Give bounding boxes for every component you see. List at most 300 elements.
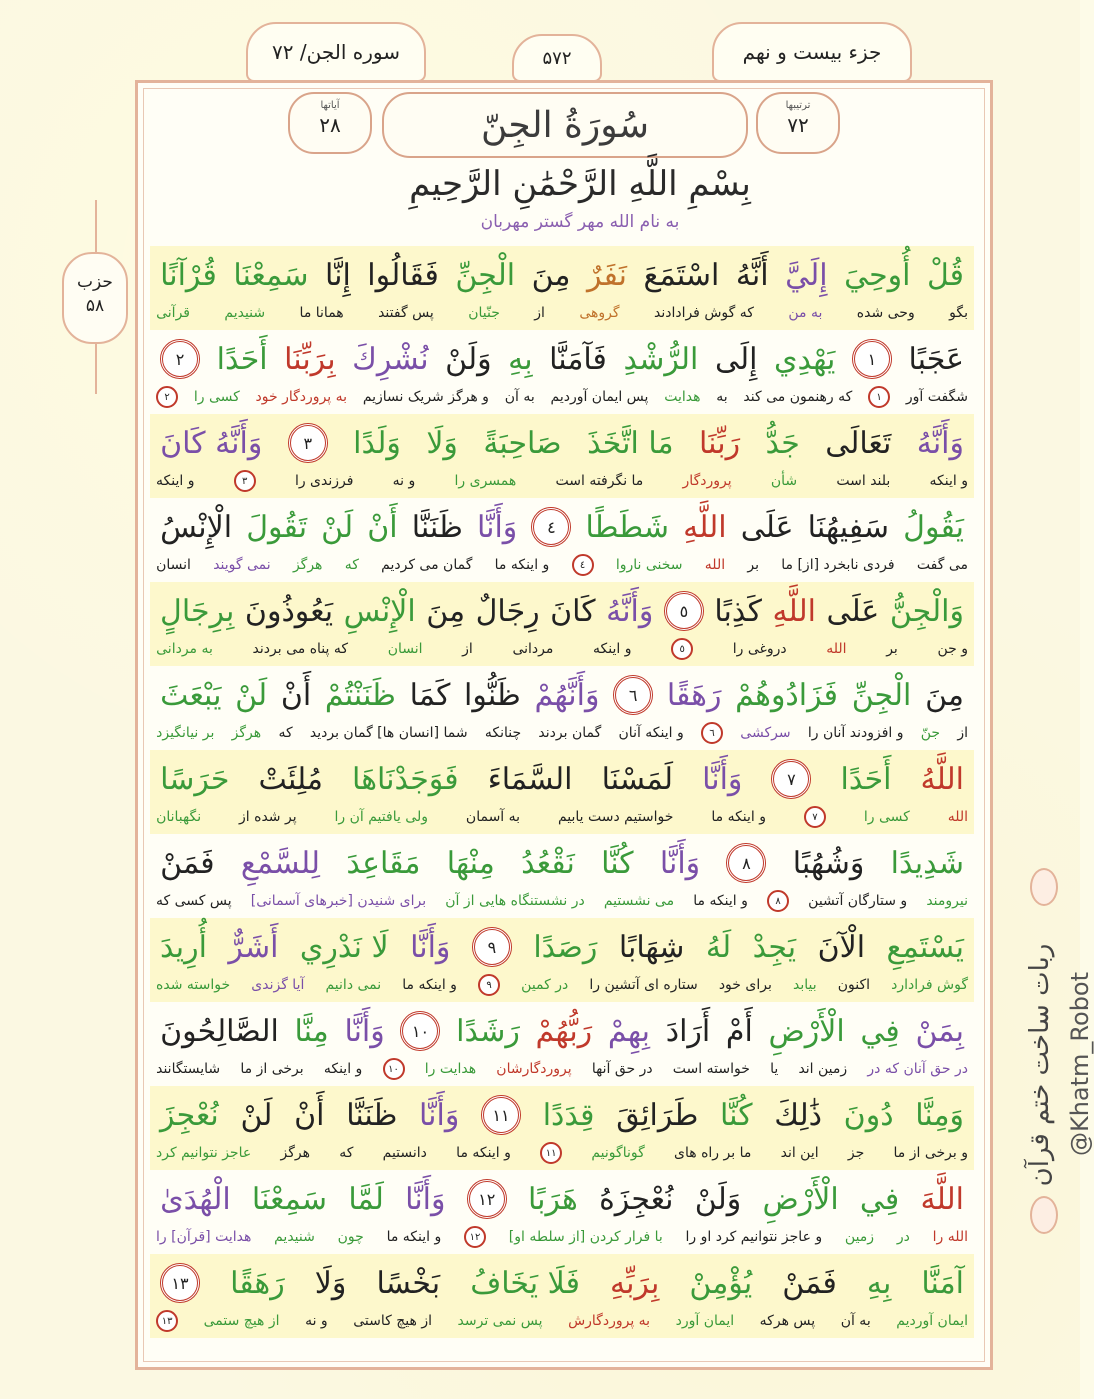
translation-word: که پناه می بردند [252,641,349,657]
arabic-word: بِرَبِّنَا [284,341,336,377]
translation-word: پر شده از [239,809,297,825]
translation-word: و افزودند آنان را [807,725,904,741]
ayah-number-marker: ١٣ [160,1263,200,1303]
translation-word: به مردانی [156,641,213,657]
translation-line [150,1224,974,1250]
translation-word: الله [826,641,847,657]
arabic-word: نَقْعُدُ [521,845,575,881]
translation-word: می گفت [916,557,968,573]
arabic-word: فَزَادُوهُمْ [735,677,839,713]
translation-word: به من [788,305,823,321]
translation-word: ستاره ای آتشین را [589,977,698,993]
ayah-number-marker: ٦ [613,675,653,715]
hizb-line-bottom [95,344,97,394]
translation-word: همسری را [454,473,517,489]
translation-line [150,1056,974,1082]
arabic-word: وَالْجِنُّ [889,593,964,629]
translation-word: کسی را [863,809,910,825]
arabic-word: تَعَالَى [825,425,892,461]
translation-word: انسان [156,557,191,573]
arabic-word: وَأَنَّهُ [606,593,654,629]
arabic-word: جَدُّ [765,425,800,461]
ayah-number-marker: ٧ [804,806,826,828]
ayah-number-marker: ٩ [472,927,512,967]
arabic-word: أَحَدًا [840,761,892,797]
translation-word: و اینکه آنان [618,725,684,741]
arabic-word: وَأَنَّا [419,1097,460,1133]
translation-word: دانستیم [382,1145,427,1161]
translation-word: ما بر راه های [674,1145,752,1161]
translation-word: نگهبانان [156,809,202,825]
translation-word: به آسمان [465,809,521,825]
arabic-word: بِهِمْ [607,1013,651,1049]
arabic-word: اللَّهُ [920,761,964,797]
translation-line [150,636,974,662]
arabic-word: عَجَبًا [908,341,964,377]
arabic-word: أَحَدًا [216,341,268,377]
arabic-word: وَلَنْ [445,341,492,377]
arabic-word: لَنْ [235,677,268,713]
arabic-word: فَآمَنَّا [549,341,607,377]
ayah-number-marker: ٤ [531,507,571,547]
arabic-word: أَنْ [294,1097,325,1133]
arabic-word: إِنَّا [324,257,351,293]
translation-word: الله را [932,1229,968,1245]
arabic-word: الْإِنْسُ [160,509,233,545]
hizb-line-top [95,200,97,252]
arabic-word: أَرَادَ [665,1013,711,1049]
surah-order-label: ترتیبها [785,100,811,111]
surah-title: سُورَةُ الجِنّ [480,104,650,146]
arabic-line [150,670,974,720]
translation-word: نیرومند [926,893,968,909]
arabic-word: فِي [859,1181,900,1217]
translation-word: و اینکه [593,641,632,657]
translation-word: و اینکه [323,1061,363,1077]
arabic-word: لِلسَّمْعِ [240,845,321,881]
arabic-word: كَذِبًا [714,593,762,629]
translation-word: قرآنی [156,305,190,321]
translation-word: کسی را [193,389,240,405]
verse-rows [150,246,974,1338]
arabic-word: مِنَّا [294,1013,329,1049]
translation-word: خواسته شده [156,977,231,993]
arabic-word: مَا اتَّخَذَ [587,425,674,461]
arabic-word: يَقُولُ [903,509,964,545]
surah-text: سوره الجن/ ۷۲ [272,40,400,64]
translation-word: زمین اند [798,1061,848,1077]
translation-word: پس کسی که [156,893,232,909]
ayah-number-marker: ٥ [664,591,704,631]
arabic-word: بَخْسًا [376,1265,441,1301]
translation-word: از هیچ ستمی [203,1313,280,1329]
arabic-word: فَمَنْ [782,1265,837,1301]
arabic-word: إِلَى [714,341,758,377]
arabic-word: وَأَنَّا [405,1181,446,1217]
arabic-word: اسْتَمَعَ [643,257,720,293]
arabic-word: شَطَطًا [585,509,669,545]
translation-word: هدایت [قرآن] را [156,1229,252,1245]
arabic-word: لَمَسْنَا [601,761,674,797]
verse-row [150,414,974,498]
translation-word: همانا ما [299,305,344,321]
translation-word: و نه [305,1313,328,1329]
translation-word: شایستگانند [156,1061,221,1077]
translation-word: برای شنیدن [خبرهای آسمانی] [250,893,427,909]
arabic-word: الْهُدَىٰ [160,1181,231,1217]
translation-word: شگفت آور [905,389,968,405]
arabic-word: وَلَا [314,1265,347,1301]
arabic-word: يَعُوذُونَ [244,593,334,629]
translation-word: گروهی [579,305,620,321]
translation-word: و اینکه ما [693,893,748,909]
arabic-word: وَأَنَّهُ [916,425,964,461]
translation-word: به آن [840,1313,871,1329]
translation-word: بلند است [836,473,891,489]
translation-word: دروغی را [732,641,787,657]
translation-word: که گوش فرادادند [653,305,754,321]
translation-word: و اینکه ما [386,1229,442,1245]
arabic-word: السَّمَاءَ [487,761,573,797]
translation-word: آیا گزندی [251,977,305,993]
arabic-word: وَلَا [426,425,458,461]
arabic-word: ذَٰلِكَ [774,1097,822,1133]
translation-word: به آن [504,389,535,405]
translation-word: از [957,725,968,741]
arabic-word: اللَّهَ [920,1181,964,1217]
translation-line [150,804,974,830]
arabic-word: فِي [860,1013,900,1049]
translation-word: بگو [949,305,968,321]
arabic-word: قُلْ [926,257,964,293]
translation-word: چون [337,1229,364,1245]
arabic-word: عَلَى [740,509,794,545]
arabic-word: تَقُولَ [246,509,308,545]
arabic-word: بِمَنْ [915,1013,964,1049]
arabic-word: لَنْ [321,509,354,545]
arabic-word: طَرَائِقَ [616,1097,699,1133]
arabic-line [150,1006,974,1056]
verse-row [150,498,974,582]
arabic-line [150,502,974,552]
translation-word: و ستارگان آتشین [808,893,908,909]
translation-word: به [716,389,728,405]
arabic-word: فَوَجَدْنَاهَا [352,761,459,797]
translation-word: بر [747,557,759,573]
verse-row [150,582,974,666]
arabic-word: الْآنَ [817,929,866,965]
ayah-number-marker: ١ [868,386,890,408]
verse-row [150,330,974,414]
ayah-number-marker: ١٠ [400,1011,440,1051]
arabic-line [150,838,974,888]
translation-line [150,888,974,914]
ayah-number-marker: ١١ [540,1142,562,1164]
arabic-word: بِرَبِّهِ [610,1265,660,1301]
arabic-word: الْإِنْسِ [343,593,416,629]
arabic-word: لَا نَدْرِي [299,929,389,965]
translation-word: بیابد [792,977,817,993]
translation-word: گمان بردند [538,725,602,741]
arabic-word: فَلَا يَخَافُ [470,1265,580,1301]
translation-word: هرگز [292,557,323,573]
arabic-word: يَجِدْ [752,929,797,965]
arabic-word: اللَّهِ [772,593,816,629]
arabic-word: اللَّهِ [683,509,727,545]
translation-word: با فرار کردن [از سلطه او] [508,1229,663,1245]
arabic-word: نُشْرِكَ [352,341,429,377]
arabic-word: الْأَرْضِ [762,1181,839,1217]
arabic-word: رَبِّنَا [699,425,741,461]
arabic-word: حَرَسًا [160,761,230,797]
translation-word: و نه [392,473,416,489]
arabic-word: مِنَ [426,593,466,629]
translation-word: پس نمی ترسد [457,1313,543,1329]
arabic-line [150,586,974,636]
verse-row [150,834,974,918]
translation-word: از [534,305,545,321]
translation-word: الله [947,809,968,825]
translation-word: پروردگار [682,473,732,489]
translation-word: به پروردگارش [568,1313,651,1329]
translation-word: که [344,557,359,573]
arabic-word: شَدِيدًا [890,845,964,881]
arabic-word: أَنْ [367,509,398,545]
translation-word: و اینکه ما [456,1145,511,1161]
ayah-number-marker: ٨ [726,843,766,883]
side-watermark-line2: @Khatm_Robot [1066,971,1094,1157]
translation-word: یا [770,1061,779,1077]
translation-word: گوش فرادارد [891,977,968,993]
juz-text: جزء بیست و نهم [742,40,882,64]
arabic-word: وَشُهُبًا [792,845,865,881]
translation-word: برای خود [718,977,772,993]
translation-word: جز [847,1145,865,1161]
arabic-word: ظَنَنَّا [411,509,463,545]
arabic-word: أَنَّهُ [735,257,769,293]
translation-word: در حق آنان که در [867,1061,968,1077]
verse-row [150,246,974,330]
translation-word: نمی گویند [213,557,271,573]
arabic-word: لَمَّا [348,1181,384,1217]
translation-word: که [339,1145,354,1161]
arabic-word: رَبُّهُمْ [535,1013,593,1049]
arabic-word: مِنْهَا [446,845,495,881]
arabic-word: سَفِيهُنَا [807,509,890,545]
arabic-word: الْجِنِّ [851,677,912,713]
arabic-word: الْجِنِّ [455,257,516,293]
translation-word: بر نیانگیزد [156,725,215,741]
translation-word: جنّیان [468,305,500,321]
ayah-number-marker: ٨ [767,890,789,912]
arabic-word: نَفَرٌ [586,257,628,293]
arabic-word: كَمَا [409,677,451,713]
hizb-value: ۵۸ [85,296,105,316]
arabic-word: يُؤْمِنْ [689,1265,753,1301]
arabic-word: فَقَالُوا [367,257,439,293]
translation-word: این اند [780,1145,819,1161]
translation-word: و اینکه [929,473,968,489]
translation-word: پس هرکه [759,1313,816,1329]
translation-word: شنیدیم [274,1229,315,1245]
translation-word: عاجز نتوانیم کرد [156,1145,252,1161]
translation-word: هرگز [231,725,262,741]
translation-word: و هرگز شریک نسازیم [362,389,489,405]
verse-row [150,750,974,834]
translation-line [150,468,974,494]
translation-word: از هیچ کاستی [353,1313,432,1329]
arabic-word: شِهَابًا [618,929,685,965]
arabic-word: الرُّشْدِ [623,341,699,377]
arabic-word: وَأَنَّا [410,929,451,965]
hizb-marker [62,252,128,344]
arabic-word: رَصَدًا [533,929,598,965]
arabic-word: نُعْجِزَهُ [599,1181,674,1217]
translation-word: فرزندی را [294,473,354,489]
surah-title-banner [382,92,748,158]
arabic-word: رِجَالٌ [475,593,540,629]
arabic-word: مَقَاعِدَ [346,845,421,881]
arabic-word: وَأَنَّا [659,845,701,881]
arabic-word: أُرِيدَ [160,929,207,965]
arabic-word: صَاحِبَةً [483,425,562,461]
translation-word: گوناگونیم [591,1145,645,1161]
ayah-number-marker: ٣ [288,423,328,463]
translation-line [150,1308,974,1334]
ayah-number-marker: ١٢ [467,1179,507,1219]
arabic-word: الْأَرْضِ [768,1013,845,1049]
arabic-word: الصَّالِحُونَ [160,1013,279,1049]
ayat-count-medal [288,92,372,154]
translation-word: که رهنمون می کند [743,389,853,405]
arabic-word: ظَنَنْتُمْ [324,677,396,713]
arabic-word: قِدَدًا [542,1097,595,1133]
ayah-number-marker: ٤ [572,554,594,576]
arabic-word: يَبْعَثَ [160,677,222,713]
translation-word: اکنون [837,977,871,993]
translation-word: هدایت را [424,1061,477,1077]
verse-row [150,1170,974,1254]
translation-word: هدایت [664,389,701,405]
arabic-word: بِهِ [508,341,533,377]
arabic-word: لَنْ [240,1097,273,1133]
bismillah: بِسْمِ اللَّهِ الرَّحْمَٰنِ الرَّحِيمِ [409,164,751,204]
surah-order-value: ۷۲ [787,113,809,137]
arabic-word: وَأَنَّهُ كَانَ [160,425,263,461]
translation-word: ایمان آورد [675,1313,735,1329]
ayah-number-marker: ٢ [156,386,178,408]
translation-word: و اینکه [156,473,195,489]
page-number [512,34,602,82]
translation-word: در حق آنها [591,1061,653,1077]
translation-word: نمی دانیم [325,977,382,993]
ayah-number-marker: ٥ [671,638,693,660]
verse-row [150,1086,974,1170]
translation-word: بر [886,641,898,657]
side-watermark [1010,860,1094,1280]
translation-word: خواستیم دست یابیم [557,809,674,825]
translation-word: و اینکه ما [402,977,457,993]
arabic-word: مُلِئَتْ [258,761,323,797]
bismillah-translation: به نام الله مهر گستر مهربان [480,212,680,232]
translation-word: در کمین [521,977,569,993]
arabic-line [150,1090,974,1140]
side-watermark-line1: ربات ساخت ختم قرآن [1025,943,1055,1187]
translation-word: الله [704,557,726,573]
ayah-number-marker: ٣ [234,470,256,492]
verse-row [150,1254,974,1338]
ayah-number-marker: ٦ [701,722,723,744]
arabic-word: نُعْجِزَ [160,1097,219,1133]
translation-word: خواسته است [672,1061,750,1077]
ayah-number-marker: ١٢ [464,1226,486,1248]
arabic-word: رَهَقًا [666,677,722,713]
ayah-number-marker: ١١ [481,1095,521,1135]
translation-word: زمین [844,1229,875,1245]
arabic-word: هَرَبًا [527,1181,578,1217]
arabic-word: فَمَنْ [160,845,215,881]
arabic-word: سَمِعْنَا [233,257,309,293]
arabic-word: رَشَدًا [456,1013,520,1049]
translation-word: ایمان آوردیم [896,1313,968,1329]
arabic-word: دُونَ [843,1097,894,1133]
arabic-line [150,1258,974,1308]
arabic-word: وَأَنَّهُمْ [534,677,600,713]
ayah-number-marker: ٢ [160,339,200,379]
translation-word: پس ایمان آوردیم [550,389,649,405]
arabic-line [150,1174,974,1224]
verse-row [150,666,974,750]
translation-word: و اینکه ما [494,557,550,573]
translation-word: پس گفتند [378,305,434,321]
arabic-word: أُوحِيَ [844,257,911,293]
arabic-word: أَشَرٌّ [228,929,279,965]
arabic-word: وَأَنَّا [344,1013,385,1049]
translation-word: و اینکه ما [711,809,767,825]
translation-word: انسان [387,641,423,657]
arabic-line [150,250,974,300]
arabic-word: لَهُ [705,929,732,965]
translation-word: شما [انسان ها] گمان بردید [309,725,468,741]
translation-word: شأن [770,473,798,489]
translation-word: هرگز [280,1145,310,1161]
arabic-word: إِلَيَّ [785,257,828,293]
arabic-line [150,922,974,972]
verse-row [150,1002,974,1086]
translation-word: و جن [937,641,968,657]
arabic-word: أَنْ [280,677,312,713]
translation-line [150,972,974,998]
arabic-word: آمَنَّا [921,1265,964,1301]
arabic-word: مِنَ [531,257,571,293]
ayah-number-marker: ١٠ [383,1058,405,1080]
arabic-word: يَسْتَمِعِ [886,929,964,965]
translation-word: و برخی از ما [893,1145,968,1161]
translation-word: از [462,641,473,657]
ayat-count-label: آیاتها [320,100,340,111]
arabic-word: وَأَنَّا [702,761,743,797]
translation-word: فردی نابخرد [از] ما [781,557,895,573]
translation-line [150,720,974,746]
arabic-word: ظَنَنَّا [346,1097,398,1133]
arabic-line [150,334,974,384]
arabic-word: يَهْدِي [774,341,836,377]
arabic-word: رَهَقًا [230,1265,285,1301]
translation-word: به پروردگار خود [255,389,348,405]
arabic-word: قُرْآنًا [160,257,217,293]
arabic-word: كُنَّا [720,1097,753,1133]
arabic-word: وَمِنَّا [915,1097,964,1133]
